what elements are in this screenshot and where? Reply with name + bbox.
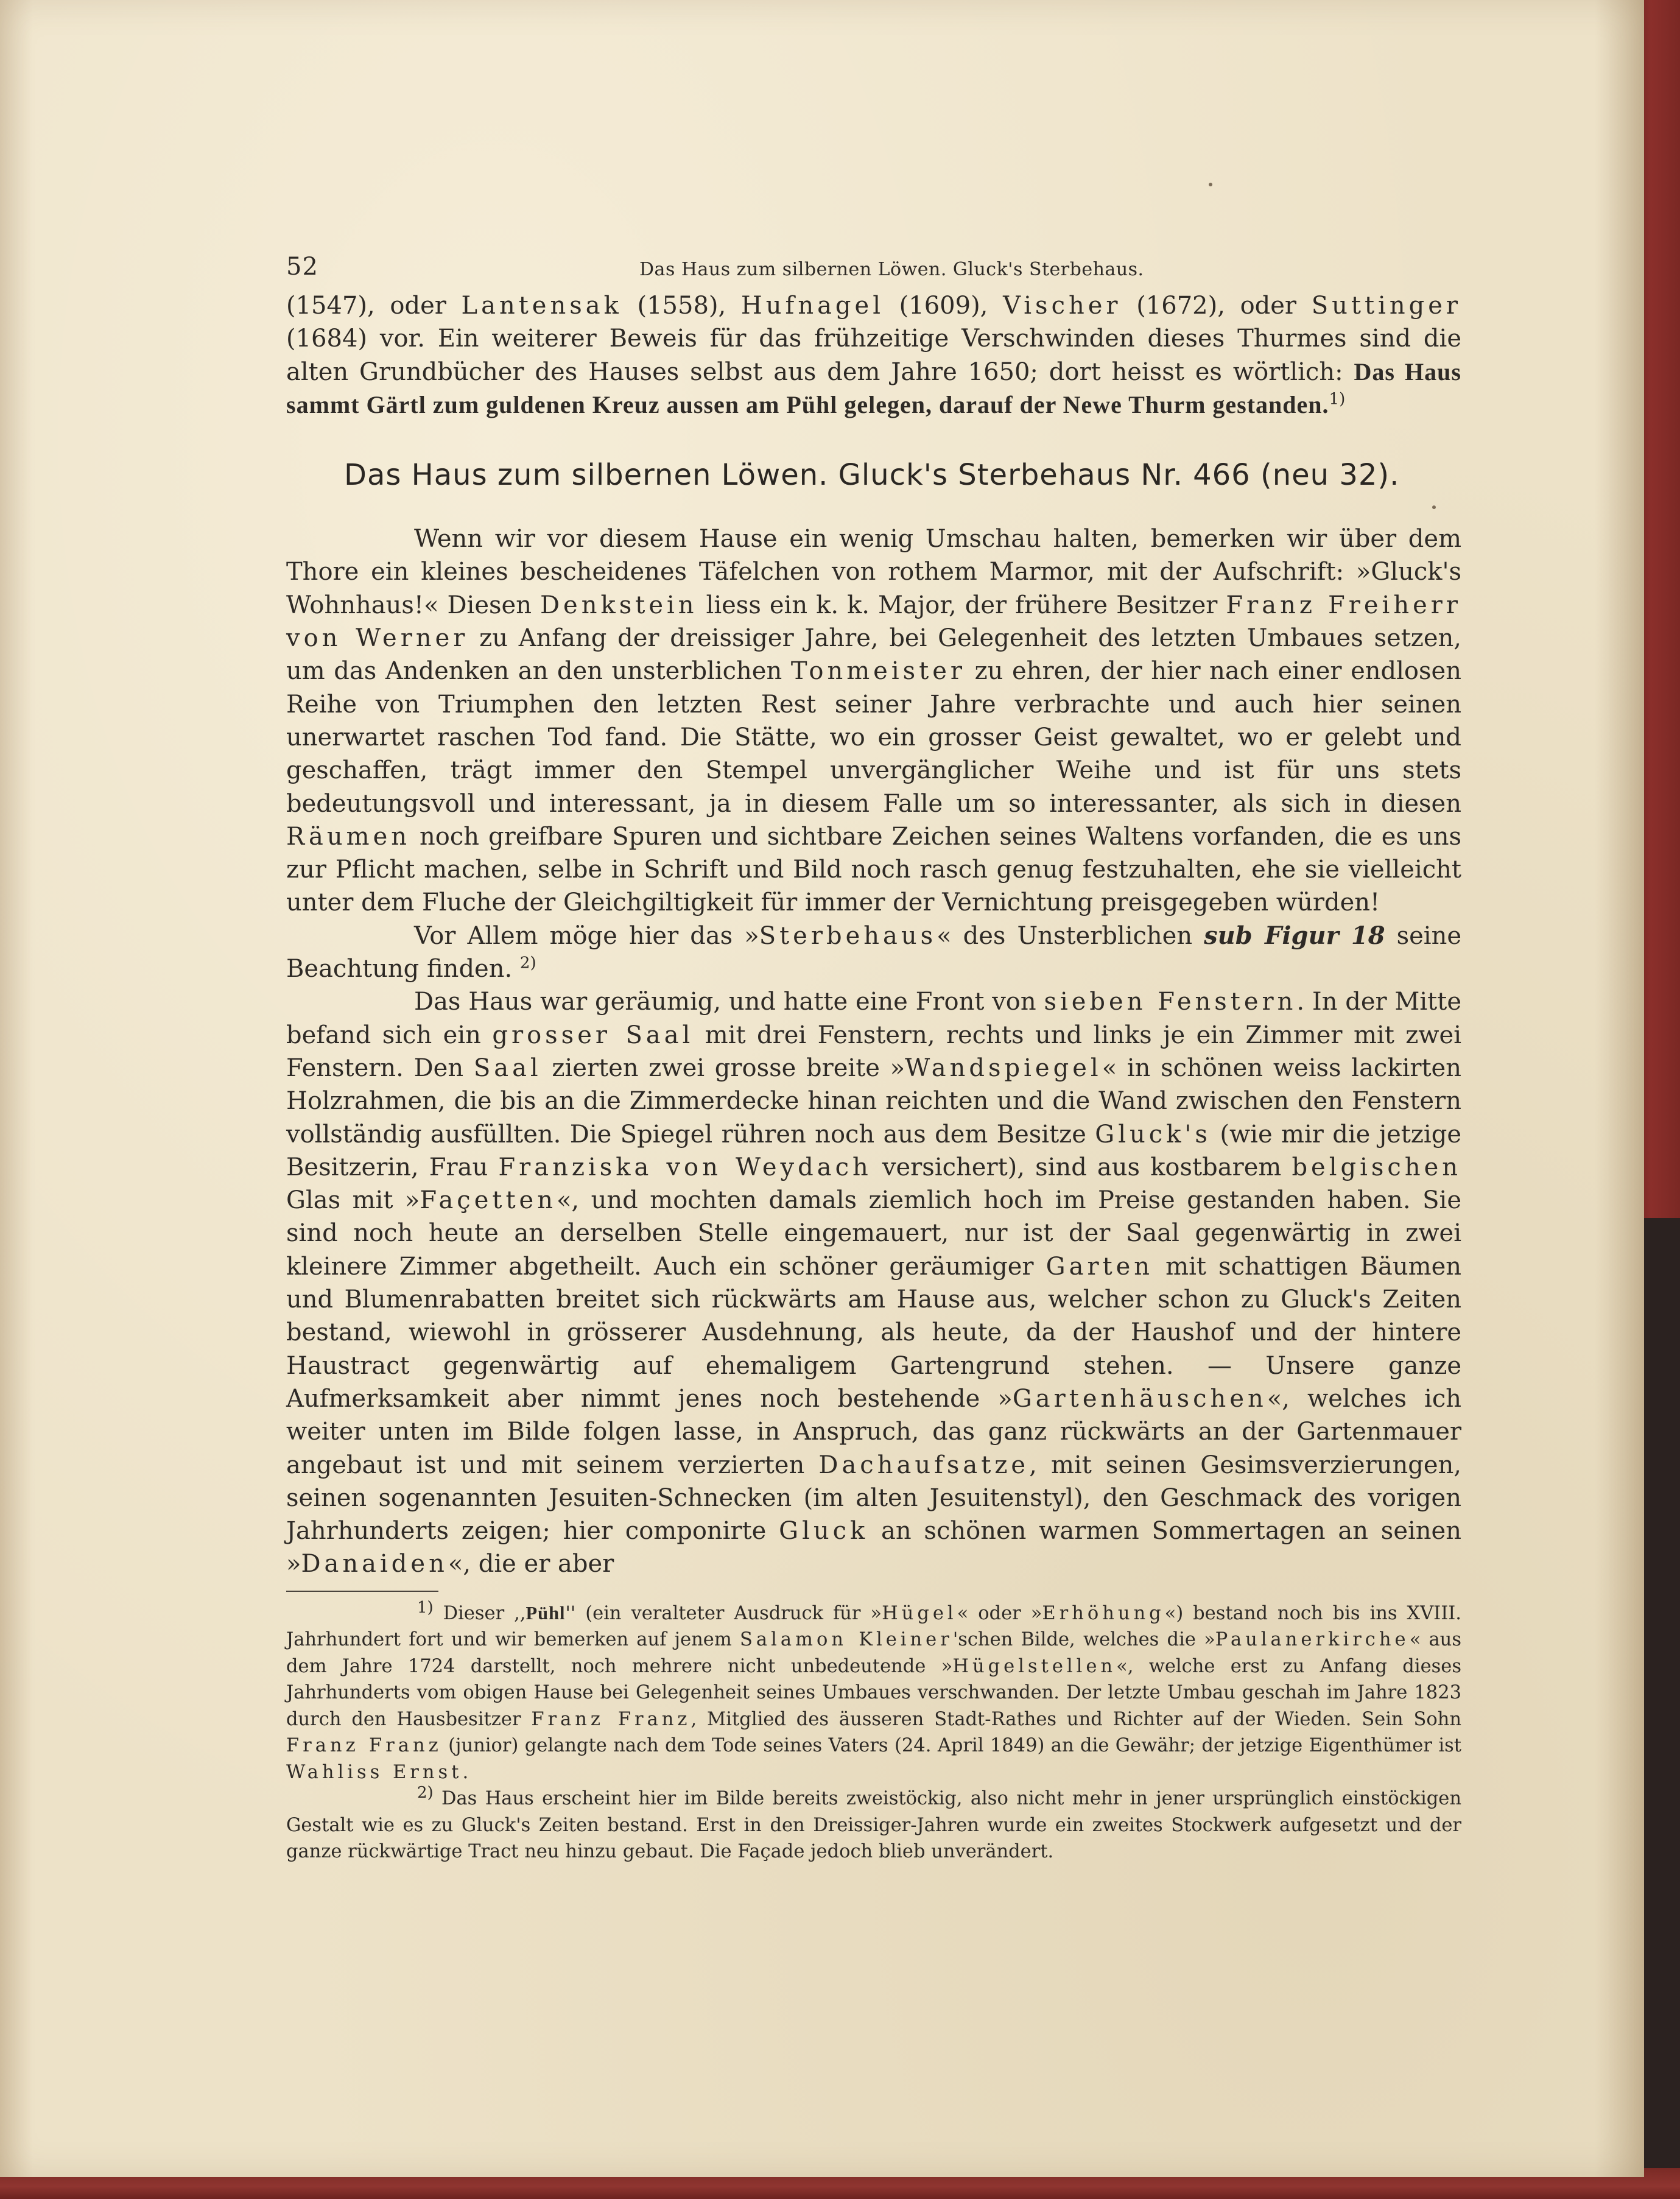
text-run: «) bestand noch bis ins XVIII. Jahrhundert fort und wir bemerken auf jenem <box>286 1602 1461 1651</box>
text-run: (1547), oder <box>286 292 462 320</box>
text-run: zu Anfang der dreissiger Jahre, bei Gelegenheit des letzten Umbaues setzen, um das Andenken an den unsterblichen <box>286 624 1461 686</box>
spaced-name: Franz Freiherr von Werner <box>286 591 1462 653</box>
footnote-2 <box>286 1786 1461 1865</box>
spaced-name: Suttinger <box>1311 292 1461 320</box>
text-run: Vor Allem möge hier das » <box>414 921 759 950</box>
spaced-word: Sterbehaus <box>759 921 937 950</box>
page-content <box>286 247 1461 1865</box>
text-run: seine Beachtung finden. <box>286 921 1462 983</box>
section-heading: Das Haus zum silbernen Löwen. Gluck's Sterbehaus Nr. 466 (neu 32). <box>344 458 1400 493</box>
figure-reference: sub Figur 18 <box>1204 921 1385 950</box>
footnote-number: 2) <box>417 1784 434 1803</box>
spaced-name: Salamon Kleiner <box>740 1629 953 1651</box>
text-run: « in schönen weiss lackirten Holzrahmen, die bis an die Zimmerdecke hinan reichten und die Wand zwischen den Fenstern vollständig ausfüllten. Die Spiegel rühren noch aus dem Besitze <box>286 1054 1461 1149</box>
text-run: « aus dem Jahre 1724 darstellt, noch mehrere nicht unbedeutende » <box>286 1629 1461 1677</box>
spaced-name: Vischer <box>1003 292 1122 320</box>
spaced-word: Hügel <box>882 1602 957 1624</box>
text-run: an schönen warmen Sommertagen an seinen » <box>286 1517 1461 1578</box>
text-run: « oder » <box>957 1602 1042 1624</box>
text-run: Das Haus war geräumig, und hatte eine Front von <box>414 988 1044 1016</box>
spaced-word: Gartenhäuschen <box>1012 1384 1267 1413</box>
text-run: '' (ein veralteter Ausdruck für » <box>565 1602 882 1624</box>
spaced-word: Garten <box>1046 1252 1154 1281</box>
body-paragraph <box>286 522 1461 920</box>
spaced-name: Wahliss Ernst <box>286 1761 463 1783</box>
text-run: « des Unsterblichen <box>937 921 1204 950</box>
footnote-divider <box>286 1591 438 1592</box>
spaced-word: belgischen <box>1292 1153 1462 1181</box>
footnote-number: 1) <box>417 1598 434 1617</box>
continuation-paragraph <box>286 289 1461 421</box>
text-run: Wenn wir vor diesem Hause ein wenig Umschau halten, bemerken wir über dem Thore ein kleines bescheidenes Täfelchen von rothem Marmor, mit der Aufschrift: »Gluck's Wohnhaus!« Diesen <box>286 525 1461 619</box>
footnote-ref: 1) <box>1329 390 1346 409</box>
text-run: Glas mit » <box>286 1186 420 1215</box>
page-number: 52 <box>286 253 318 281</box>
text-run: zu ehren, der hier nach einer endlosen Reihe von Triumphen den letzten Rest seiner Jahre verbrachte und auch hier seinen unerwartet raschen Tod fand. Die Stätte, wo ein grosser Geist gewaltet, wo er gelebt und geschaffen, trägt immer den Stempel unvergänglicher Weihe und ist für uns stets bedeutungsvoll und interessant, ja in diesem Falle um so interessanter, als sich in diesen <box>286 657 1461 818</box>
spaced-word: sieben Fenstern <box>1044 988 1297 1016</box>
running-head-title: Das Haus zum silbernen Löwen. Gluck's Sterbehaus. <box>639 259 1144 280</box>
spaced-name: Hufnagel <box>740 292 885 320</box>
spaced-name: Gluck's <box>1095 1120 1211 1149</box>
text-run: (junior) gelangte nach dem Tode seines Vaters (24. April 1849) an die Gewähr; der jetzige Eigenthümer ist <box>441 1735 1461 1757</box>
spaced-name: Gluck <box>779 1517 869 1546</box>
footnote-1 <box>286 1600 1461 1786</box>
text-run: . <box>462 1761 469 1783</box>
text-run: versichert), sind aus kostbarem <box>871 1153 1292 1181</box>
text-run: . In der Mitte befand sich ein <box>286 988 1461 1049</box>
spaced-word: Hügelstellen <box>952 1655 1117 1677</box>
text-run: (1609), <box>884 292 1003 320</box>
spaced-word: Paulanerkirche <box>1215 1629 1410 1651</box>
spaced-name: Franz Franz <box>286 1735 442 1757</box>
text-run: «, welches ich weiter unten im Bilde folgen lasse, in Anspruch, das ganz rückwärts an der Gartenmauer angebaut ist und mit seinem verzierten <box>286 1384 1461 1479</box>
text-run: 'schen Bilde, welches die » <box>952 1629 1215 1651</box>
body-paragraph <box>286 985 1461 1580</box>
spaced-word: Wandspiegel <box>905 1054 1102 1082</box>
spaced-word: Erhöhung <box>1042 1602 1165 1624</box>
spaced-word: Saal <box>473 1054 542 1082</box>
text-run: mit schattigen Bäumen und Blumenrabatten breitet sich rückwärts am Hause aus, welcher schon zu Gluck's Zeiten bestand, wiewohl in grösserer Ausdehnung, als heute, da der Haushof und der hintere Haustract gegenwärtig auf ehemaligem Gartengrund stehen. — Unsere ganze Aufmerksamkeit aber nimmt jenes noch bestehende » <box>286 1252 1462 1413</box>
spaced-word: Denkstein <box>539 591 698 619</box>
text-run: «, welche erst zu Anfang dieses Jahrhunderts vom obigen Hause bei Gelegenheit seines Umbaues verschwanden. Der letzte Umbau geschah im Jahre 1823 durch den Hausbesitzer <box>286 1655 1461 1730</box>
blackletter-quote: Das Haus sammt Gärtl zum guldenen Kreuz aussen am Pühl gelegen, darauf der Newe Thurm gestanden. <box>286 357 1461 418</box>
text-run: «, die er aber <box>448 1550 614 1578</box>
blackletter-word: Pühl <box>525 1602 566 1624</box>
spaced-word: Danaiden <box>301 1550 448 1578</box>
spaced-word: Façetten <box>420 1186 557 1215</box>
footnote-ref: 2) <box>519 954 536 973</box>
spaced-word: Dachaufsatze <box>818 1451 1030 1479</box>
text-run: Dieser ,, <box>433 1602 526 1624</box>
text-run: (1672), oder <box>1121 292 1312 320</box>
text-run: , mit seinen Gesimsverzierungen, seinen sogenannten Jesuiten-Schnecken (im alten Jesuitenstyl), den Geschmack des vorigen Jahrhunderts zeigen; hier componirte <box>286 1451 1462 1546</box>
text-run: (1558), <box>622 292 741 320</box>
text-run: (1684) vor. Ein weiterer Beweis für das frühzeitige Verschwinden dieses Thurmes sind die alten Grundbücher des Hauses selbst aus dem Jahre 1650; dort heisst es wörtlich: <box>286 325 1461 386</box>
body-paragraph <box>286 920 1461 986</box>
text-run: liess ein k. k. Major, der frühere Besitzer <box>697 591 1226 619</box>
text-run: Das Haus erscheint hier im Bilde bereits zweistöckig, also nicht mehr in jener ursprünglich einstöckigen Gestalt wie es zu Gluck's Zeiten bestand. Erst in den Dreissiger-Jahren wurde ein zweites Stockwerk aufgesetzt und der ganze rückwärtige Tract neu hinzu gebaut. Die Façade jedoch blieb unverändert. <box>286 1788 1461 1863</box>
spaced-name: Franz Franz <box>531 1708 691 1730</box>
spaced-word: Räumen <box>286 822 411 851</box>
running-head <box>286 247 1461 289</box>
text-run: , Mitglied des äusseren Stadt-Rathes und Richter auf der Wieden. Sein Sohn <box>691 1708 1461 1730</box>
text-run: (wie mir die jetzige Besitzerin, Frau <box>286 1120 1462 1181</box>
paper-speck <box>1209 183 1212 186</box>
footnotes <box>286 1600 1461 1865</box>
spaced-word: grosser Saal <box>492 1021 694 1049</box>
text-run: zierten zwei grosse breite » <box>541 1054 905 1082</box>
spaced-word: Tonmeister <box>790 657 966 686</box>
text-run: «, und mochten damals ziemlich hoch im Preise gestanden haben. Sie sind noch heute an derselben Stelle eingemauert, nur ist der Saal gegenwärtig in zwei kleinere Zimmer abgetheilt. Auch ein schöner geräumiger <box>286 1186 1461 1281</box>
text-run: noch greifbare Spuren und sichtbare Zeichen seines Waltens vorfanden, die es uns zur Pflicht machen, selbe in Schrift und Bild noch rasch genug festzuhalten, ehe sie vielleicht unter dem Fluche der Gleichgiltigkeit für immer der Vernichtung preisgegeben würden! <box>286 822 1461 917</box>
text-run: mit drei Fenstern, rechts und links je ein Zimmer mit zwei Fenstern. Den <box>286 1021 1462 1082</box>
spaced-name: Lantensak <box>461 292 622 320</box>
spaced-name: Franziska von Weydach <box>498 1153 872 1181</box>
